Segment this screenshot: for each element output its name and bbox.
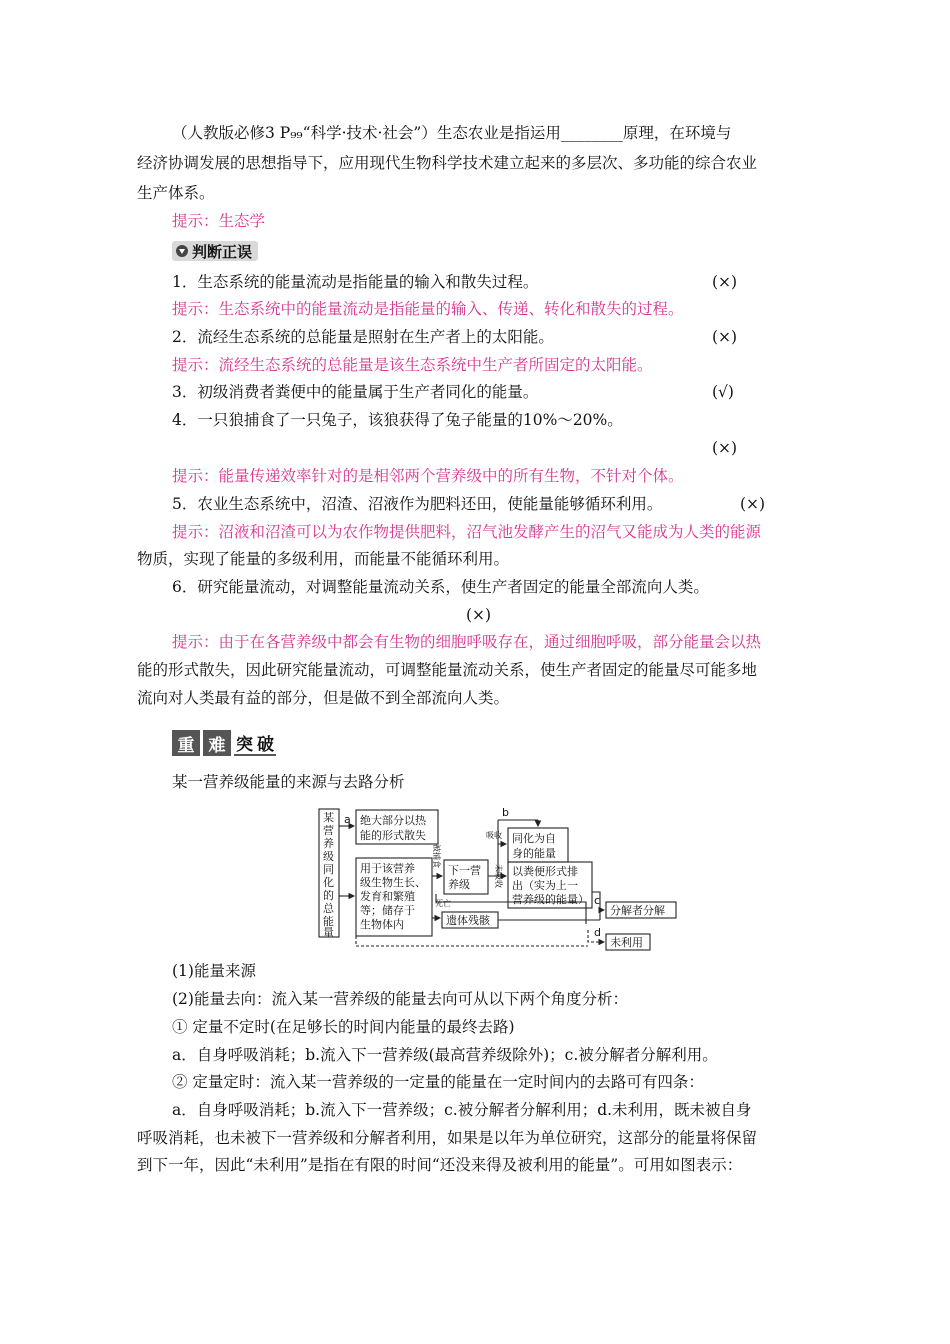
total-energy-char-9: 能 bbox=[323, 915, 334, 928]
growth-line-5: 生物体内 bbox=[360, 918, 404, 931]
total-energy-char-2: 营 bbox=[323, 824, 334, 837]
analysis-p3: ① 定量不定时(在足够长的时间内能量的最终去路) bbox=[172, 1018, 515, 1036]
growth-line-2: 级生物生长、 bbox=[360, 876, 426, 889]
intro-line-2: 经济协调发展的思想指导下，应用现代生物科学技术建立起来的多层次、多功能的综合农业 bbox=[137, 154, 758, 172]
total-energy-char-1: 某 bbox=[323, 811, 334, 824]
section-heading-char-1: 重 bbox=[172, 730, 200, 756]
total-energy-char-7: 的 bbox=[323, 889, 334, 902]
judge-badge-label: 判断正误 bbox=[192, 242, 253, 261]
hint-6-line-1: 提示：由于在各营养级中都会有生物的细胞呼吸存在，通过细胞呼吸，部分能量会以热 bbox=[172, 633, 762, 651]
question-5: 5．农业生态系统中，沼渣、沼液作为肥料还田，使能量能够循环利用。 bbox=[172, 495, 663, 513]
question-2: 2．流经生态系统的总能量是照射在生产者上的太阳能。 bbox=[172, 328, 554, 346]
intro-hint: 提示：生态学 bbox=[172, 212, 266, 230]
analysis-p2: (2)能量去向：流入某一营养级的能量去向可从以下两个角度分析： bbox=[172, 990, 628, 1008]
total-energy-char-6: 化 bbox=[323, 876, 334, 889]
next-line-1: 下一营 bbox=[448, 864, 481, 877]
hint-1: 提示：生态系统中的能量流动是指能量的输入、传递、转化和散失的过程。 bbox=[172, 300, 684, 318]
section-heading-char-3: 突 bbox=[234, 730, 255, 756]
question-6: 6．研究能量流动，对调整能量流动关系，使生产者固定的能量全部流向人类。 bbox=[172, 578, 709, 596]
label-b: b bbox=[502, 806, 509, 819]
heat-line-1: 绝大部分以热 bbox=[360, 814, 426, 827]
death-label: 死亡 bbox=[435, 899, 451, 908]
question-4: 4．一只狼捕食了一只兔子，该狼获得了兔子能量的10%～20%。 bbox=[172, 411, 623, 429]
hint-5-line-1: 提示：沼液和沼渣可以为农作物提供肥料，沼气池发酵产生的沼气又能成为人类的能源 bbox=[172, 523, 762, 541]
answer-mark-4: (×) bbox=[712, 439, 738, 457]
answer-mark-5: (×) bbox=[740, 495, 766, 513]
analysis-p6-line-1: a．自身呼吸消耗；b.流入下一营养级；c.被分解者分解利用；d.未利用，既未被自身 bbox=[172, 1101, 752, 1119]
intro-line-1: （人教版必修3 P₉₉“科学·技术·社会”）生态农业是指运用________原理，在环境与 bbox=[172, 124, 732, 142]
label-d: d bbox=[594, 926, 601, 939]
hint-4: 提示：能量传递效率针对的是相邻两个营养级中的所有生物，不针对个体。 bbox=[172, 467, 684, 485]
total-energy-char-5: 同 bbox=[323, 863, 334, 876]
hint-6-line-2: 能的形式散失，因此研究能量流动，可调整能量流动关系，使生产者固定的能量尽可能多地 bbox=[137, 661, 758, 679]
assim-line-1: 同化为自 bbox=[512, 832, 556, 845]
triangle-down-icon bbox=[176, 245, 188, 257]
feces-line-1: 以粪便形式排 bbox=[512, 865, 578, 878]
analysis-p5: ② 定量定时：流入某一营养级的一定量的能量在一定时间内的去路可有四条： bbox=[172, 1073, 704, 1091]
section-heading-char-2: 难 bbox=[203, 730, 231, 756]
label-c: c bbox=[594, 894, 601, 907]
intro-line-3: 生产体系。 bbox=[137, 184, 215, 202]
eaten-label: 被捕食 bbox=[432, 844, 441, 868]
remains-label: 遗体残骸 bbox=[446, 914, 490, 927]
energy-flow-diagram bbox=[316, 806, 678, 952]
growth-line-3: 发育和繁殖 bbox=[360, 890, 415, 903]
next-line-2: 养级 bbox=[448, 878, 470, 891]
unused-label: 未利用 bbox=[610, 936, 643, 949]
answer-mark-2: (×) bbox=[712, 328, 738, 346]
section-subtitle: 某一营养级能量的来源与去路分析 bbox=[172, 773, 405, 791]
question-1: 1．生态系统的能量流动是指能量的输入和散失过程。 bbox=[172, 273, 539, 291]
total-energy-char-4: 级 bbox=[323, 850, 334, 863]
hint-5-line-2: 物质，实现了能量的多级利用，而能量不能循环利用。 bbox=[137, 550, 510, 568]
hint-6-line-3: 流向对人类最有益的部分，但是做不到全部流向人类。 bbox=[137, 689, 510, 707]
label-a: a bbox=[344, 813, 351, 826]
absorbed-label: 吸收 bbox=[486, 831, 502, 840]
decomposer-label: 分解者分解 bbox=[610, 904, 665, 917]
total-energy-char-3: 养 bbox=[323, 837, 334, 850]
section-heading-char-4: 破 bbox=[255, 730, 276, 756]
analysis-p4: a．自身呼吸消耗；b.流入下一营养级(最高营养级除外)；c.被分解者分解利用。 bbox=[172, 1046, 718, 1064]
answer-mark-6: (×) bbox=[466, 606, 492, 624]
growth-line-1: 用于该营养 bbox=[360, 862, 415, 875]
heat-line-2: 能的形式散失 bbox=[360, 829, 426, 842]
total-energy-char-8: 总 bbox=[323, 902, 334, 915]
answer-mark-3: (√) bbox=[712, 383, 734, 401]
analysis-p1: (1)能量来源 bbox=[172, 962, 256, 980]
analysis-p6-line-2: 呼吸消耗，也未被下一营养级和分解者利用，如果是以年为单位研究，这部分的能量将保留 bbox=[137, 1129, 758, 1147]
judge-badge bbox=[172, 241, 258, 261]
feces-line-2: 出（实为上一 bbox=[512, 879, 578, 892]
not-absorbed-label: 未吸收 bbox=[494, 864, 503, 888]
question-3: 3．初级消费者粪便中的能量属于生产者同化的能量。 bbox=[172, 383, 539, 401]
answer-mark-1: (×) bbox=[712, 273, 738, 291]
hint-2: 提示：流经生态系统的总能量是该生态系统中生产者所固定的太阳能。 bbox=[172, 356, 653, 374]
total-energy-char-10: 量 bbox=[323, 926, 334, 939]
growth-line-4: 等；储存于 bbox=[360, 904, 415, 917]
section-heading bbox=[172, 730, 276, 756]
feces-line-3: 营养级的能量） bbox=[512, 893, 589, 906]
analysis-p6-line-3: 到下一年，因此“未利用”是指在有限的时间“还没来得及被利用的能量”。可用如图表示： bbox=[137, 1156, 743, 1174]
assim-line-2: 身的能量 bbox=[512, 847, 556, 860]
